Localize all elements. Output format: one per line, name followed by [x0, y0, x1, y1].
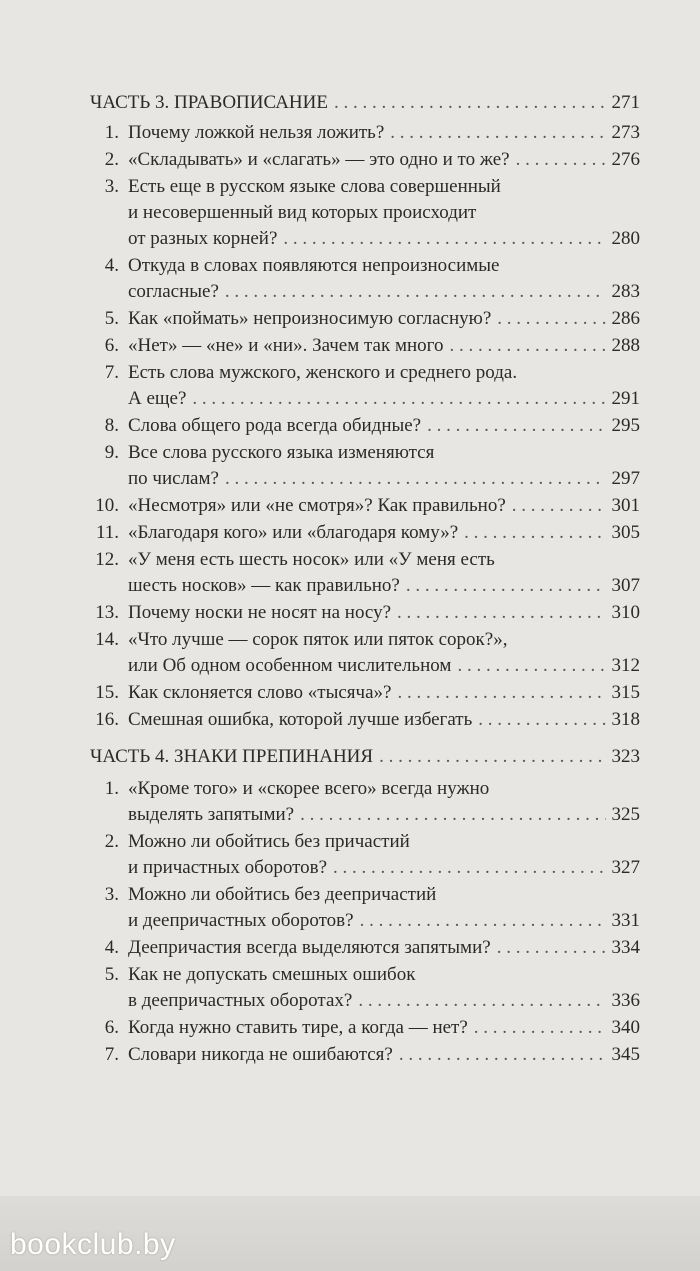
toc-entry-page: 305: [611, 522, 640, 543]
leader-dots: [360, 908, 606, 934]
toc-entry: [95, 253, 640, 305]
toc-entry-text: Словари никогда не ошибаются?: [128, 1044, 393, 1065]
toc-entry-title: [128, 360, 640, 412]
toc-entry-line: [128, 174, 640, 200]
toc-entry-line: [128, 360, 640, 386]
leader-dots: [225, 466, 606, 492]
toc-entry-text: «Складывать» и «слагать» — это одно и то же?: [128, 149, 510, 170]
toc-entry-text: в деепричастных оборотах?: [128, 990, 353, 1011]
toc-entry-text: Есть слова мужского, женского и среднего рода.: [128, 362, 518, 383]
toc-entry-text: Как не допускать смешных ошибок: [128, 964, 416, 985]
toc-entry-line: [128, 988, 640, 1014]
leader-dots: [333, 855, 605, 881]
toc-entry-text: «У меня есть шесть носок» или «У меня есть: [128, 549, 495, 570]
toc-entry-line: [128, 493, 640, 519]
toc-entry-number: 5.: [104, 964, 119, 985]
toc-entry-line: [128, 707, 640, 733]
toc-entry-text: «Что лучше — сорок пяток или пяток сорок?»,: [128, 629, 508, 650]
leader-dots: [300, 802, 605, 828]
toc-entry-page: 295: [611, 415, 640, 436]
toc-entry-text: Почему носки не носят на носу?: [128, 602, 392, 623]
toc-entry-line: [128, 466, 640, 492]
toc-entry-title: [128, 440, 640, 492]
toc-entry-title: [128, 707, 640, 733]
toc-entry-title: [128, 829, 640, 881]
toc-entry: [95, 882, 640, 934]
part3-page: 271: [611, 92, 640, 113]
toc-entry: [95, 1015, 640, 1041]
toc-entry-title: [128, 174, 640, 252]
toc-entry-line: [128, 1042, 640, 1068]
toc-entry: [95, 493, 640, 519]
leader-dots: [390, 120, 605, 146]
toc-entry-page: 325: [611, 804, 640, 825]
leader-dots: [512, 493, 606, 519]
toc-entry-line: [128, 776, 640, 802]
toc-entry-line: [128, 680, 640, 706]
toc-entry-number: 4.: [104, 937, 119, 958]
toc-entry-line: [128, 226, 640, 252]
leader-dots: [225, 279, 606, 305]
toc-entry-title: [128, 962, 640, 1014]
toc-entry-text: и несовершенный вид которых происходит: [128, 202, 477, 223]
toc-entry: [95, 962, 640, 1014]
toc-entry-number: 13.: [95, 602, 119, 623]
toc-entry-number: 2.: [104, 149, 119, 170]
toc-entry: [95, 520, 640, 546]
toc-entry: [95, 147, 640, 173]
toc-entry-page: 318: [611, 709, 640, 730]
toc-entry-line: [128, 653, 640, 679]
toc-entry-text: выделять запятыми?: [128, 804, 295, 825]
toc-entry-page: 291: [611, 388, 640, 409]
toc-entry: [95, 707, 640, 733]
toc-entry-title: [128, 253, 640, 305]
leader-dots: [334, 88, 606, 118]
toc-entry: [95, 547, 640, 599]
toc-entry-page: 331: [611, 910, 640, 931]
toc-entry-page: 312: [611, 655, 640, 676]
toc-entry-text: Деепричастия всегда выделяются запятыми?: [128, 937, 491, 958]
toc-entry-line: [128, 802, 640, 828]
toc-entry-text: Когда нужно ставить тире, а когда — нет?: [128, 1017, 468, 1038]
toc-entry: [95, 776, 640, 828]
leader-dots: [497, 306, 605, 332]
toc-entry-number: 3.: [104, 884, 119, 905]
toc-entry-title: [128, 882, 640, 934]
leader-dots: [474, 1015, 606, 1041]
toc-entry-page: 276: [611, 149, 640, 170]
toc-entry: [95, 1042, 640, 1068]
leader-dots: [397, 680, 605, 706]
toc-entry-line: [128, 333, 640, 359]
toc-entry-number: 7.: [104, 362, 119, 383]
toc-entry-line: [128, 829, 640, 855]
toc-entry-number: 4.: [104, 255, 119, 276]
toc-entry-title: [128, 547, 640, 599]
toc-entry-text: Есть еще в русском языке слова совершенный: [128, 176, 501, 197]
toc-entry: [95, 829, 640, 881]
toc-entry-line: [128, 1015, 640, 1041]
part3-heading: [90, 88, 640, 118]
part3-title: ЧАСТЬ 3. ПРАВОПИСАНИЕ: [90, 92, 328, 113]
toc-entry: [95, 120, 640, 146]
part4-title: ЧАСТЬ 4. ЗНАКИ ПРЕПИНАНИЯ: [90, 746, 374, 767]
toc-entry-number: 6.: [104, 1017, 119, 1038]
toc-entry-line: [128, 908, 640, 934]
toc-entry-title: [128, 413, 640, 439]
watermark: bookclub.by: [10, 1228, 176, 1261]
toc-entry-line: [128, 962, 640, 988]
toc-entry-text: Почему ложкой нельзя ложить?: [128, 122, 385, 143]
toc-entry: [95, 360, 640, 412]
toc-entry-text: А еще?: [128, 388, 187, 409]
toc-entry-line: [128, 413, 640, 439]
toc-entry: [95, 935, 640, 961]
leader-dots: [283, 226, 605, 252]
toc-entry-line: [128, 306, 640, 332]
toc-entry-text: Можно ли обойтись без причастий: [128, 831, 410, 852]
toc-entry-number: 12.: [95, 549, 119, 570]
toc-entry-title: [128, 333, 640, 359]
toc-entry-number: 10.: [95, 495, 119, 516]
toc-entry-line: [128, 386, 640, 412]
toc-entry-page: 345: [611, 1044, 640, 1065]
toc-entry-text: от разных корней?: [128, 228, 278, 249]
toc-entry-text: и причастных оборотов?: [128, 857, 328, 878]
part4-page: 323: [611, 746, 640, 767]
toc-entry-number: 14.: [95, 629, 119, 650]
toc-entry-text: или Об одном особенном числительном: [128, 655, 452, 676]
toc-entry-text: Все слова русского языка изменяются: [128, 442, 435, 463]
leader-dots: [516, 147, 606, 173]
leader-dots: [449, 333, 605, 359]
toc-entry-number: 16.: [95, 709, 119, 730]
toc-entry-title: [128, 493, 640, 519]
toc-entry: [95, 627, 640, 679]
leader-dots: [427, 413, 605, 439]
toc-entry-line: [128, 600, 640, 626]
toc-entry: [95, 174, 640, 252]
leader-dots: [397, 600, 605, 626]
toc-entry-title: [128, 306, 640, 332]
toc-entry-line: [128, 440, 640, 466]
toc-entry-number: 11.: [95, 522, 119, 543]
toc-entry-page: 297: [611, 468, 640, 489]
toc-entry-page: 327: [611, 857, 640, 878]
toc-entry-number: 9.: [104, 442, 119, 463]
toc-entry-title: [128, 776, 640, 828]
toc-entry-page: 301: [611, 495, 640, 516]
toc-entry-text: по числам?: [128, 468, 219, 489]
toc-entry-text: «Благодаря кого» или «благодаря кому»?: [128, 522, 459, 543]
toc-entry-text: Можно ли обойтись без деепричастий: [128, 884, 437, 905]
toc-entry-page: 315: [611, 682, 640, 703]
leader-dots: [464, 520, 605, 546]
toc-entry-page: 288: [611, 335, 640, 356]
toc-entry: [95, 333, 640, 359]
toc-entry-page: 286: [611, 308, 640, 329]
toc-entry-title: [128, 520, 640, 546]
toc-entry-text: и деепричастных оборотов?: [128, 910, 354, 931]
toc-entry-number: 15.: [95, 682, 119, 703]
leader-dots: [497, 935, 606, 961]
toc-entry-page: 334: [611, 937, 640, 958]
toc-entry-line: [128, 627, 640, 653]
toc-entry-number: 5.: [104, 308, 119, 329]
leader-dots: [399, 1042, 606, 1068]
toc-entry: [95, 680, 640, 706]
toc-entry: [95, 306, 640, 332]
toc-entry-page: 336: [611, 990, 640, 1011]
toc-entry-line: [128, 855, 640, 881]
toc-entry-line: [128, 882, 640, 908]
toc-entry-title: [128, 627, 640, 679]
leader-dots: [358, 988, 605, 1014]
toc-entry-title: [128, 680, 640, 706]
toc-entry-page: 283: [611, 281, 640, 302]
toc-entry: [95, 440, 640, 492]
toc-entry-text: «Нет» — «не» и «ни». Зачем так много: [128, 335, 444, 356]
toc-entry: [95, 413, 640, 439]
toc-entry-text: согласные?: [128, 281, 219, 302]
leader-dots: [379, 742, 605, 772]
toc-entry-page: 280: [611, 228, 640, 249]
toc-entry-line: [128, 200, 640, 226]
toc-entry-text: «Кроме того» и «скорее всего» всегда нужно: [128, 778, 490, 799]
toc-entry-text: Как «поймать» непроизносимую согласную?: [128, 308, 492, 329]
toc-entry-line: [128, 520, 640, 546]
toc-entry-number: 3.: [104, 176, 119, 197]
toc-entry: [95, 600, 640, 626]
toc-entry-text: Как склоняется слово «тысяча»?: [128, 682, 392, 703]
toc-entry-text: Смешная ошибка, которой лучше избегать: [128, 709, 473, 730]
toc-entry-line: [128, 547, 640, 573]
toc-entry-line: [128, 253, 640, 279]
toc-entry-line: [128, 120, 640, 146]
leader-dots: [478, 707, 605, 733]
toc-entry-title: [128, 147, 640, 173]
toc-entry-title: [128, 600, 640, 626]
toc-entry-title: [128, 1042, 640, 1068]
toc-entry-title: [128, 935, 640, 961]
toc-entry-title: [128, 1015, 640, 1041]
toc-entry-text: Откуда в словах появляются непроизносимые: [128, 255, 500, 276]
toc-entry-number: 1.: [104, 122, 119, 143]
toc-entry-line: [128, 935, 640, 961]
toc-entry-number: 8.: [104, 415, 119, 436]
leader-dots: [192, 386, 605, 412]
toc-entry-page: 340: [611, 1017, 640, 1038]
toc-entry-title: [128, 120, 640, 146]
leader-dots: [457, 653, 605, 679]
toc-entry-text: Слова общего рода всегда обидные?: [128, 415, 422, 436]
toc-entry-number: 7.: [104, 1044, 119, 1065]
toc-entry-page: 273: [611, 122, 640, 143]
toc-entry-text: «Несмотря» или «не смотря»? Как правильно?: [128, 495, 506, 516]
toc-entry-text: шесть носков» — как правильно?: [128, 575, 400, 596]
toc-entry-line: [128, 147, 640, 173]
toc-entry-number: 6.: [104, 335, 119, 356]
part4-heading: [90, 742, 640, 772]
toc-entry-number: 1.: [104, 778, 119, 799]
toc-entry-page: 307: [611, 575, 640, 596]
leader-dots: [406, 573, 606, 599]
toc-entry-line: [128, 279, 640, 305]
toc-entry-number: 2.: [104, 831, 119, 852]
toc-entry-page: 310: [611, 602, 640, 623]
toc-entry-line: [128, 573, 640, 599]
